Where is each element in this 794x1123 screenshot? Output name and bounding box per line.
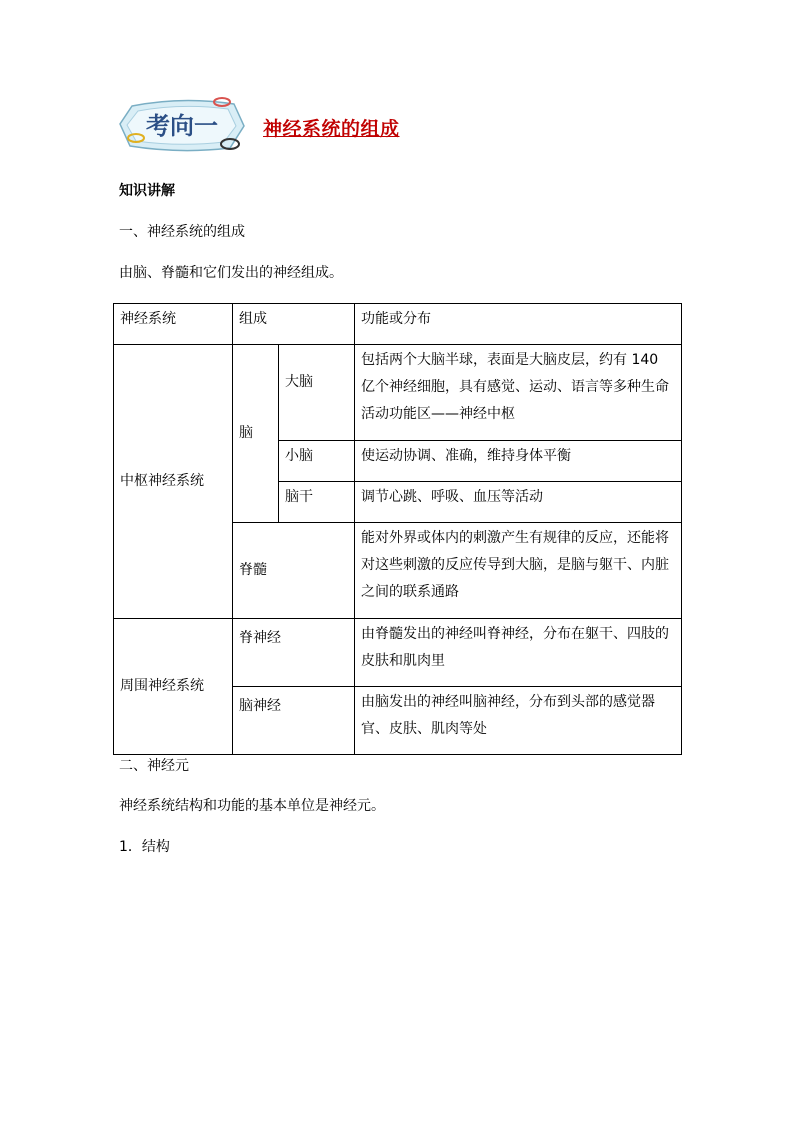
brainstem-desc: 调节心跳、呼吸、血压等活动 [355,482,682,523]
header-function: 功能或分布 [355,304,682,345]
knowledge-heading: 知识讲解 [119,183,175,199]
part2-title: 二、神经元 [119,758,189,774]
badge-graphic [118,96,248,156]
cerebrum-desc: 包括两个大脑半球，表面是大脑皮层，约有 140 亿个神经细胞，具有感觉、运动、语言等多种生命活动功能区——神经中枢 [355,345,682,441]
cerebellum-desc: 使运动协调、准确，维持身体平衡 [355,441,682,482]
spinal-nerve-label: 脊神经 [233,619,355,687]
table-row [114,345,682,441]
topic-badge [118,96,248,156]
part1-intro: 由脑、脊髓和它们发出的神经组成。 [119,265,343,281]
nervous-system-table [113,303,682,755]
table-row [114,619,682,687]
spinal-cord-label: 脊髓 [233,523,355,619]
cranial-nerve-desc: 由脑发出的神经叫脑神经，分布到头部的感觉器官、皮肤、肌肉等处 [355,687,682,755]
table-header-row [114,304,682,345]
header-system: 神经系统 [114,304,233,345]
part2-item1: 1．结构 [119,839,170,855]
cerebellum-label: 小脑 [279,441,355,482]
spinal-cord-desc: 能对外界或体内的刺激产生有规律的反应，还能将对这些刺激的反应传导到大脑，是脑与躯干、内脏之间的联系通路 [355,523,682,619]
cerebrum-label: 大脑 [279,345,355,441]
brain-label: 脑 [233,345,279,523]
brainstem-label: 脑干 [279,482,355,523]
part2-intro: 神经系统结构和功能的基本单位是神经元。 [119,798,385,814]
header-composition: 组成 [233,304,355,345]
central-nervous-system-label: 中枢神经系统 [114,345,233,619]
cranial-nerve-label: 脑神经 [233,687,355,755]
badge-label: 考向一 [146,111,218,140]
part1-title: 一、神经系统的组成 [119,224,245,240]
section-title: 神经系统的组成 [263,118,400,140]
spinal-nerve-desc: 由脊髓发出的神经叫脊神经，分布在躯干、四肢的皮肤和肌肉里 [355,619,682,687]
peripheral-nervous-system-label: 周围神经系统 [114,619,233,755]
